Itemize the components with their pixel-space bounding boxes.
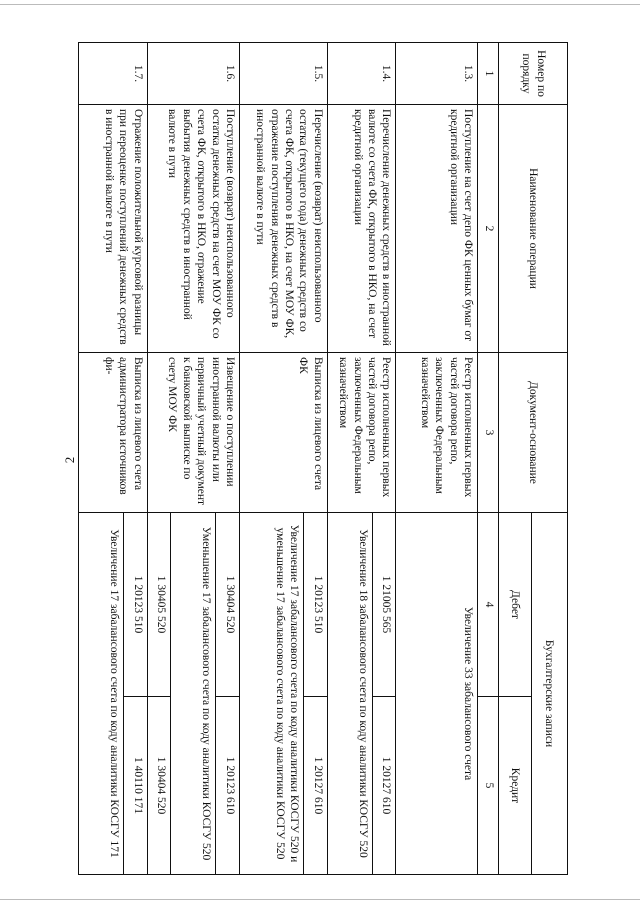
header-credit: Кредит [499,697,531,875]
col-number-2: 2 [477,105,498,353]
row-number: 1.5. [239,43,327,105]
debit-account: 1 30404 520 [216,513,240,697]
header-document: Документ-основание [499,353,568,513]
row-number: 1.6. [147,43,239,105]
credit-account: 1 20127 610 [372,697,396,875]
scan-edge-top [0,4,640,5]
header-num: Номер по порядку [499,43,568,105]
debit-account: 1 30405 520 [147,513,171,697]
document-basis: Выписка из лицевого счета ФК [239,353,327,513]
operation-name: Перечисление (возврат) неиспользованного остатка (текущего года) денежных средств со счета ФК, открытого в НКО, на счет МОУ ФК, отражение поступления денежных средств в иностранной валюте в пути [239,105,327,353]
col-number-5: 5 [477,697,498,875]
table-row [216,43,240,875]
accounting-entries-table [78,42,568,875]
credit-account: 1 20123 610 [216,697,240,875]
entry-note: Увеличение 17 забалансового счета по коду аналитики КОСГУ 520 и уменьшение 17 забалансового счета по коду аналитики КОСГУ 520 [239,513,303,875]
entry-note: Увеличение 17 забалансового счета по коду аналитики КОСГУ 171 [79,513,124,875]
document-basis: Реестр исполненных первых частей договора репо, заключенных Федеральным казначейством [396,353,478,513]
header-entries: Бухгалтерские записи [531,513,567,875]
table-row [372,43,396,875]
credit-account: 1 30404 520 [147,697,171,875]
scan-edge-bottom [0,899,640,900]
row-number: 1.7. [79,43,148,105]
entry-note: Увеличение 33 забалансового счета [396,513,478,875]
debit-account: 1 20123 510 [304,513,328,697]
operation-name: Отражение положительной курсовой разницы при переоценке поступлений денежных средств в иностранной валюте в пути [79,105,148,353]
entry-note: Уменьшение 17 забалансового счета по коду аналитики КОСГУ 520 [171,513,216,875]
operation-name: Перечисление денежных средств в иностранной валюте со счета ФК, открытого в НКО, на счет кредитной организации [327,105,396,353]
table-row [124,43,148,875]
table-row [396,43,478,875]
col-number-3: 3 [477,353,498,513]
rotated-table-sheet [78,42,568,874]
col-number-4: 4 [477,513,498,697]
header-operation: Наименование операции [499,105,568,353]
operation-name: Поступление на счет депо ФК ценных бумаг от кредитной организации [396,105,478,353]
debit-account: 1 21005 565 [372,513,396,697]
table-row [304,43,328,875]
credit-account: 1 20127 610 [304,697,328,875]
entry-note: Увеличение 18 забалансового счета по коду аналитики КОСГУ 520 [327,513,372,875]
document-basis: Выписка из лицевого счета администратора источников фи- [79,353,148,513]
col-number-1: 1 [477,43,498,105]
row-number: 1.4. [327,43,396,105]
document-basis: Реестр исполненных первых частей договора репо, заключенных Федеральным казначейством [327,353,396,513]
debit-account: 1 20123 510 [124,513,148,697]
document-basis: Извещение о поступлении иностранной валюты или первичный учетный документ к банковской выписке по счету МОУ ФК [147,353,239,513]
page-number: 2 [62,456,77,464]
row-number: 1.3. [396,43,478,105]
credit-account: 1 40110 171 [124,697,148,875]
operation-name: Поступление (возврат) неиспользованного остатка денежных средств на счет МОУ ФК со счета ФК, открытого в НКО, отражение выбытия денежных средств в иностранной валюте в пути [147,105,239,353]
header-debit: Дебет [499,513,531,697]
